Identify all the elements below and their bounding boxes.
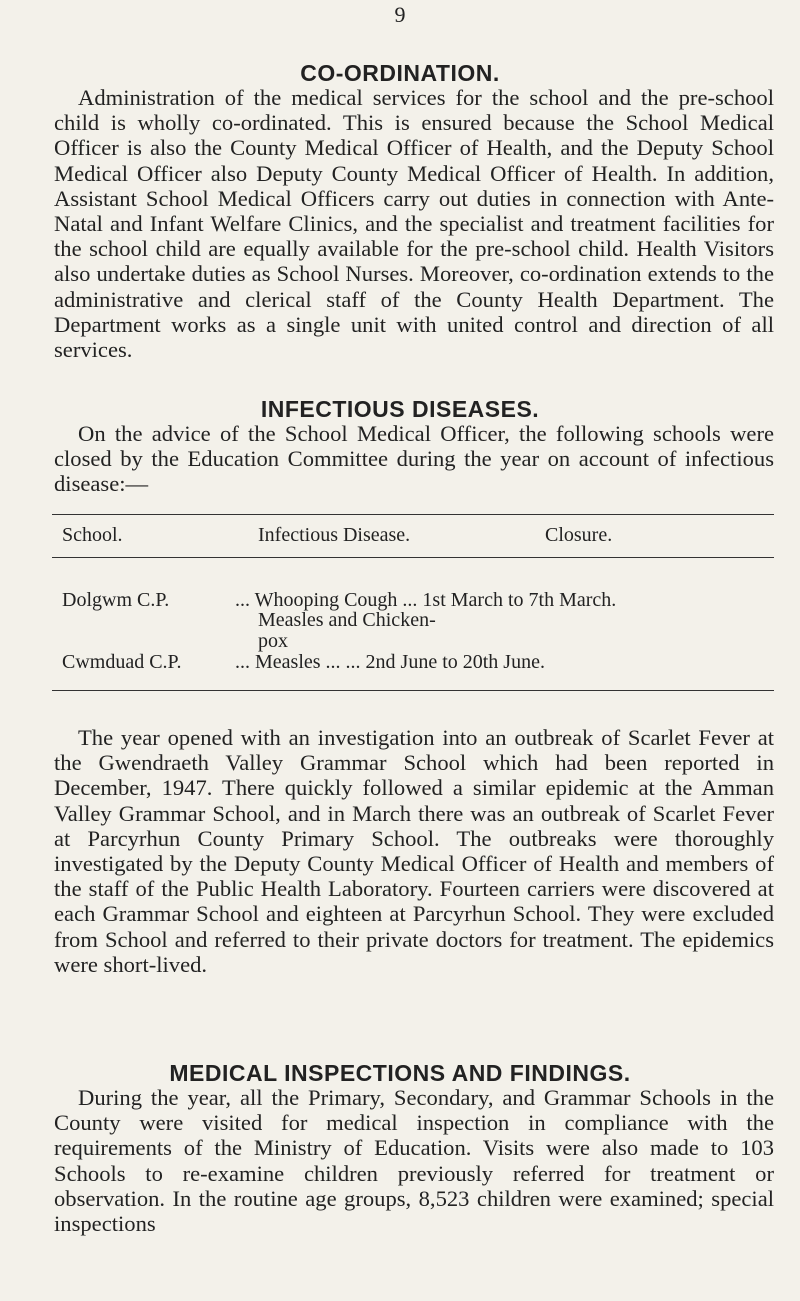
infectious-diseases-heading: INFECTIOUS DISEASES. (260, 396, 540, 422)
table-row-disease: ... Measles ... ... 2nd June to 20th June. (235, 651, 545, 673)
table-row-disease-cont: pox (258, 630, 288, 652)
table-header-rule (52, 557, 774, 558)
table-row-school: Dolgwm C.P. (62, 589, 170, 611)
column-header-school: School. (62, 524, 123, 546)
coordination-paragraph: Administration of the medical services for the school and the pre-school child is wholly co-ordinated. This is ensured because the School Medical Officer is also the County Medical Officer of Health, and the Deputy School Medical Officer also Deputy County Medical Officer of Health. In addition, Assistant School Medical Officers carry out duties in connection with Ante-Natal and Infant Welfare Clinics, and the specialist and treatment facilities for the school child are equally available for the pre-school child. Health Visitors also undertake duties as School Nurses. Moreover, co-ordination extends to the administrative and clerical staff of the County Health Department. The Department works as a single unit with united control and direction of all services. (54, 85, 774, 363)
infectious-intro-paragraph: On the advice of the School Medical Officer, the following schools were closed by the Education Committee during the year on account of infectious disease:— (54, 421, 774, 497)
coordination-heading: CO-ORDINATION. (300, 60, 500, 86)
column-header-disease: Infectious Disease. (258, 524, 411, 546)
table-row-disease: ... Whooping Cough ... 1st March to 7th March. (235, 589, 617, 611)
page-number: 9 (394, 2, 406, 27)
scarlet-fever-paragraph: The year opened with an investigation into an outbreak of Scarlet Fever at the Gwendraeth Valley Grammar School which had been reported in December, 1947. There quickly followed a similar epidemic at the Amman Valley Grammar School, and in March there was an outbreak of Scarlet Fever at Parcyrhun County Primary School. The outbreaks were thoroughly investigated by the Deputy County Medical Officer of Health and members of the staff of the Public Health Laboratory. Fourteen carriers were discovered at each Grammar School and eighteen at Parcyrhun School. They were excluded from School and referred to their private doctors for treatment. The epidemics were short-lived. (54, 725, 774, 977)
table-row-school: Cwmduad C.P. (62, 651, 182, 673)
medical-inspections-paragraph: During the year, all the Primary, Secondary, and Grammar Schools in the County were visited for medical inspection in compliance with the requirements of the Ministry of Education. Visits were also made to 103 Schools to re-examine children previously referred for treatment or observation. In the routine age groups, 8,523 children were examined; special inspections (54, 1085, 774, 1237)
table-top-rule (52, 514, 774, 515)
table-row-disease-cont: Measles and Chicken- (258, 609, 436, 631)
table-bottom-rule (52, 690, 774, 691)
column-header-closure: Closure. (545, 524, 613, 546)
medical-inspections-heading: MEDICAL INSPECTIONS AND FINDINGS. (169, 1060, 631, 1086)
